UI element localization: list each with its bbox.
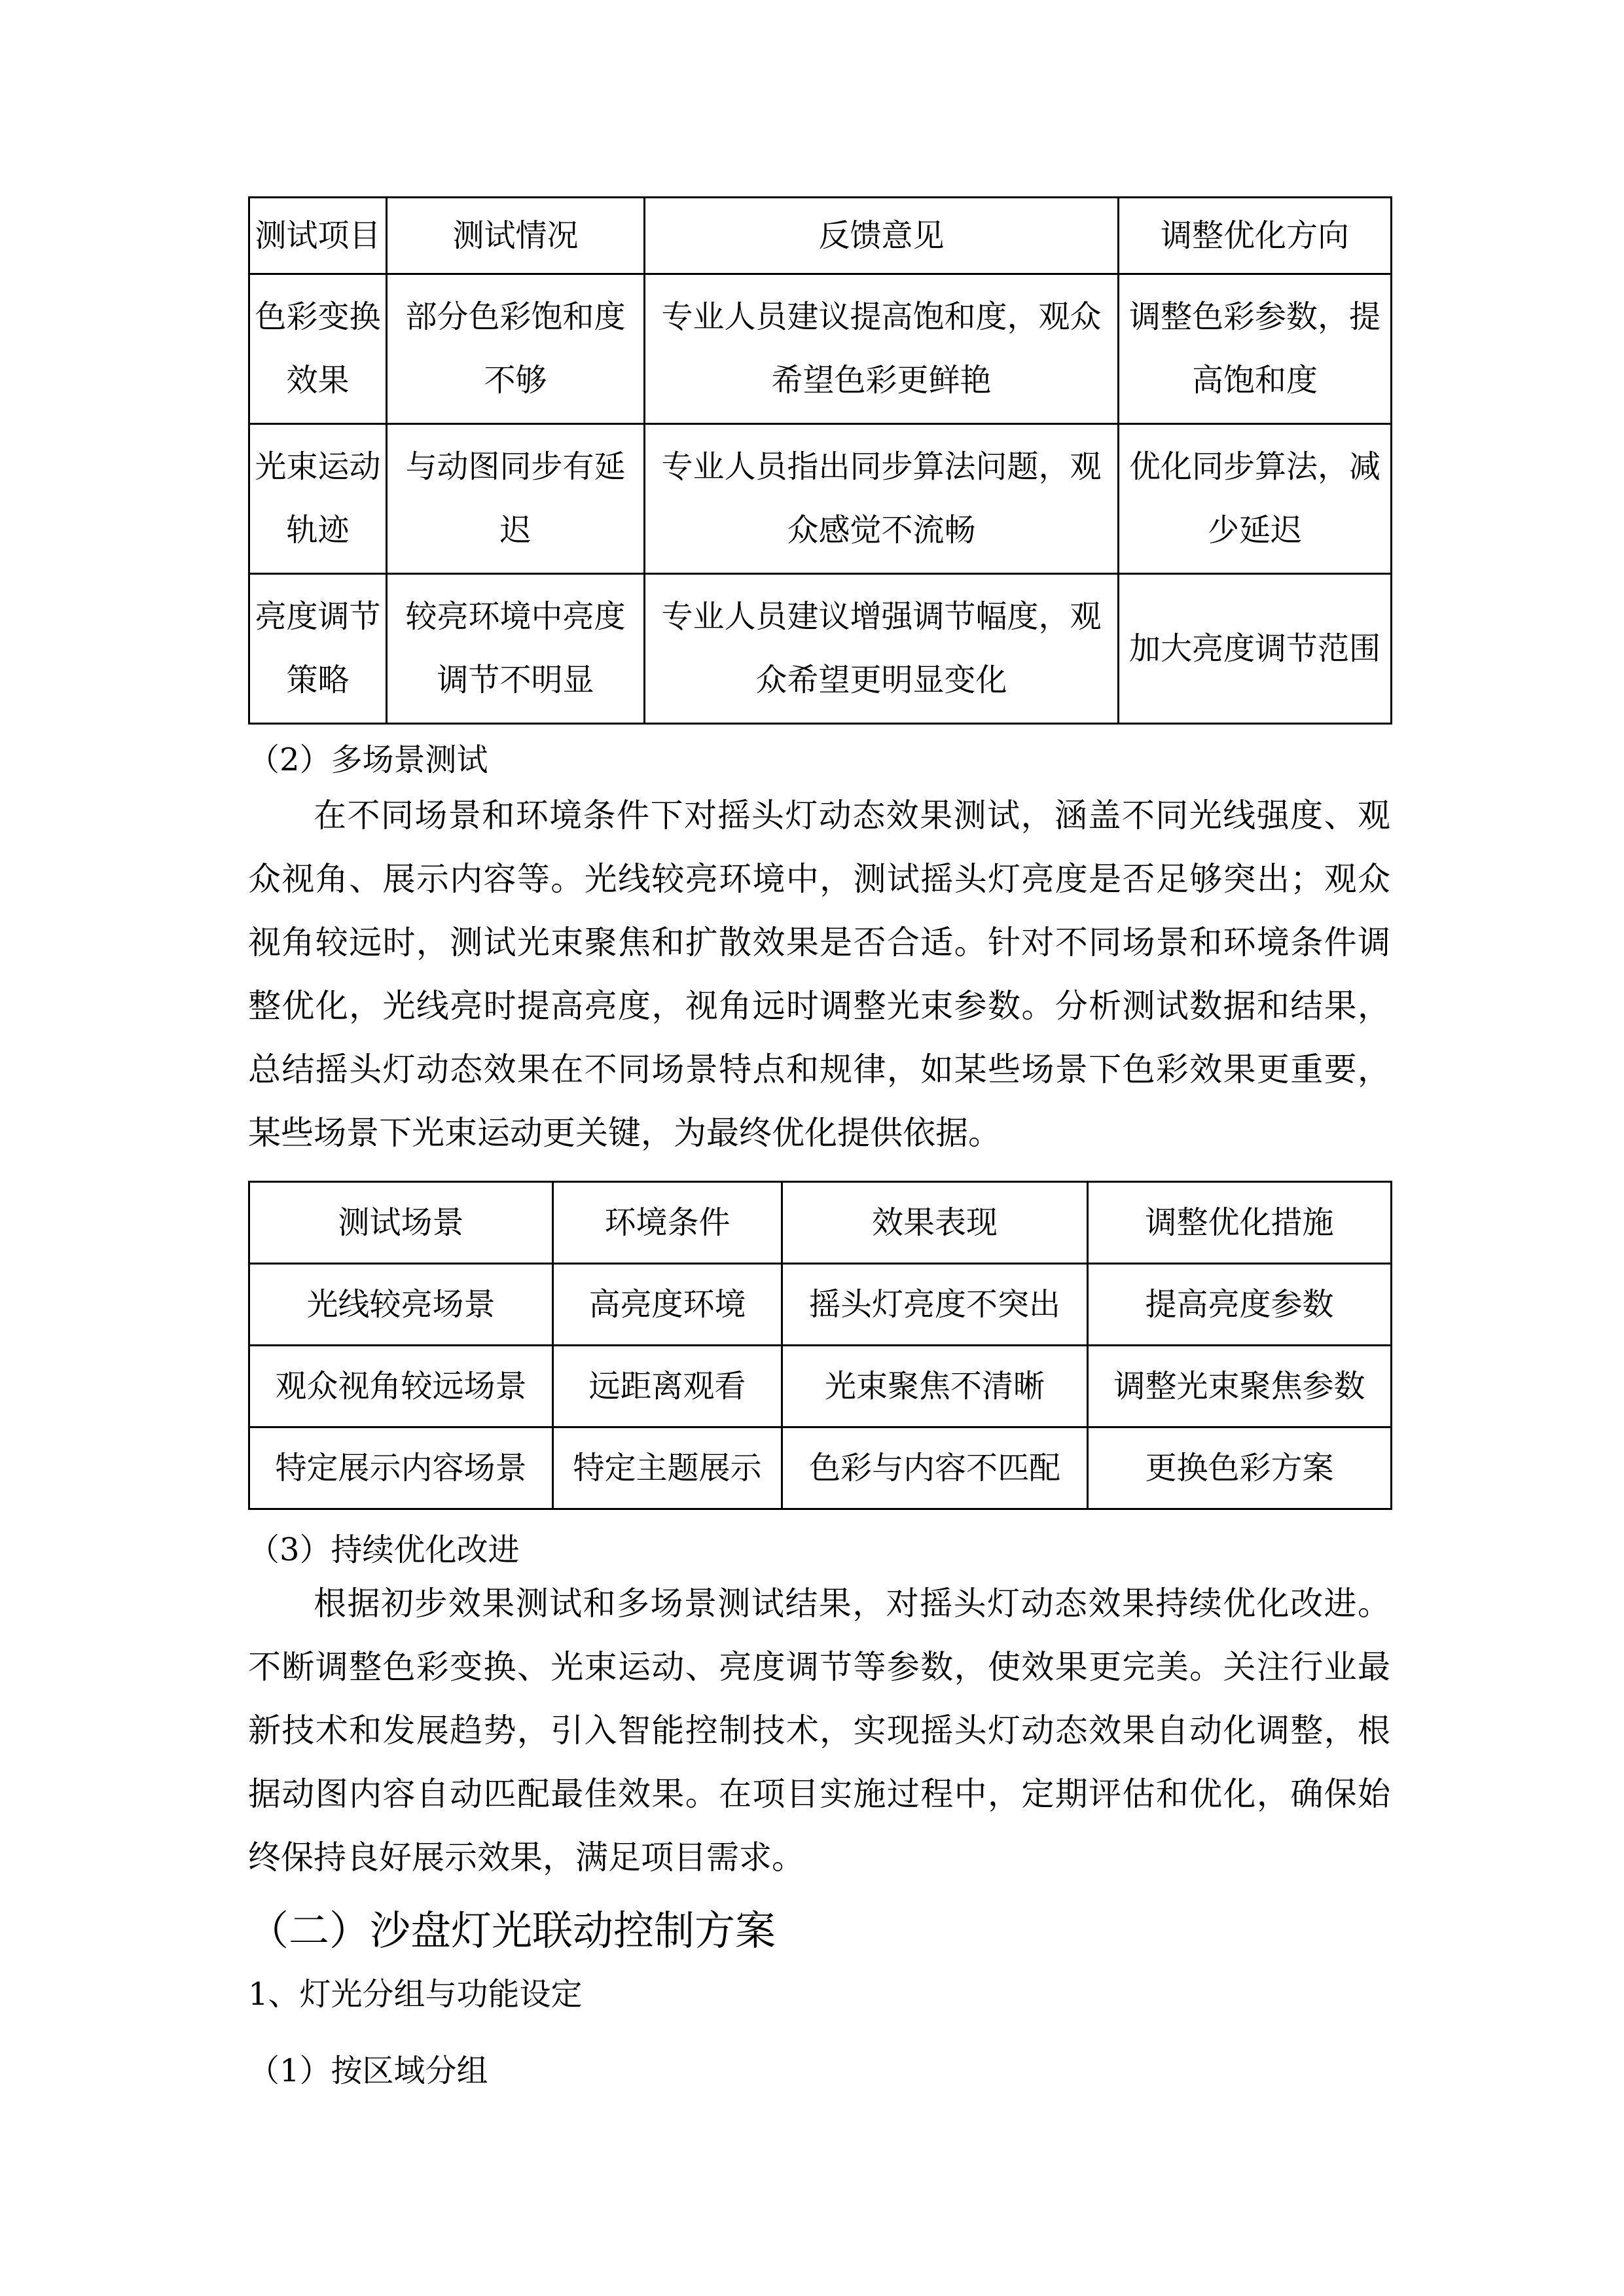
header-cell: 测试项目 xyxy=(249,198,387,274)
table-cell: 更换色彩方案 xyxy=(1088,1427,1392,1509)
table-cell: 加大亮度调节范围 xyxy=(1119,574,1392,724)
table-cell: 与动图同步有延 迟 xyxy=(387,424,645,574)
chapter-title: （二）沙盘灯光联动控制方案 xyxy=(248,1907,776,1954)
table-cell: 较亮环境中亮度 调节不明显 xyxy=(387,574,645,724)
table-cell: 调整色彩参数，提 高饱和度 xyxy=(1119,274,1392,424)
table-cell: 特定主题展示 xyxy=(553,1427,782,1509)
table-row xyxy=(249,574,1392,724)
header-cell: 调整优化措施 xyxy=(1088,1182,1392,1264)
table-cell: 专业人员指出同步算法问题，观 众感觉不流畅 xyxy=(645,424,1119,574)
body-paragraph: 在不同场景和环境条件下对摇头灯动态效果测试，涵盖不同光线强度、观众视角、展示内容等。光线较亮环境中，测试摇头灯亮度是否足够突出；观众视角较远时，测试光束聚焦和扩散效果是否合适。针对不同场景和环境条件调整优化，光线亮时提高亮度，视角远时调整光束参数。分析测试数据和结果，总结摇头灯动态效果在不同场景特点和规律，如某些场景下色彩效果更重要，某些场景下光束运动更关键，为最终优化提供依据。 xyxy=(248,797,1390,1152)
subsection-title: 1、灯光分组与功能设定 xyxy=(248,1976,583,2013)
table-row xyxy=(249,424,1392,574)
table-row xyxy=(249,1264,1392,1346)
table-row xyxy=(249,1427,1392,1509)
table-cell: 优化同步算法，减 少延迟 xyxy=(1119,424,1392,574)
test-feedback-table xyxy=(248,196,1392,725)
section-title: （2）多场景测试 xyxy=(248,742,488,778)
table-cell: 提高亮度参数 xyxy=(1088,1264,1392,1346)
subsubsection-title: （1）按区域分组 xyxy=(248,2053,488,2089)
table-cell: 专业人员建议提高饱和度，观众 希望色彩更鲜艳 xyxy=(645,274,1119,424)
header-cell: 测试情况 xyxy=(387,198,645,274)
header-cell: 调整优化方向 xyxy=(1119,198,1392,274)
table-cell: 亮度调节 策略 xyxy=(249,574,387,724)
table-header-row xyxy=(249,1182,1392,1264)
section-title: （3）持续优化改进 xyxy=(248,1532,520,1568)
table-cell: 高亮度环境 xyxy=(553,1264,782,1346)
table-cell: 光束聚焦不清晰 xyxy=(782,1346,1088,1427)
table-cell: 光线较亮场景 xyxy=(249,1264,553,1346)
header-cell: 环境条件 xyxy=(553,1182,782,1264)
table-cell: 观众视角较远场景 xyxy=(249,1346,553,1427)
body-paragraph: 根据初步效果测试和多场景测试结果，对摇头灯动态效果持续优化改进。不断调整色彩变换、光束运动、亮度调节等参数，使效果更完美。关注行业最新技术和发展趋势，引入智能控制技术，实现摇头灯动态效果自动化调整，根据动图内容自动匹配最佳效果。在项目实施过程中，定期评估和优化，确保始终保持良好展示效果，满足项目需求。 xyxy=(248,1585,1390,1876)
table-cell: 色彩变换 效果 xyxy=(249,274,387,424)
table-cell: 特定展示内容场景 xyxy=(249,1427,553,1509)
table-cell: 远距离观看 xyxy=(553,1346,782,1427)
table-row xyxy=(249,274,1392,424)
header-cell: 测试场景 xyxy=(249,1182,553,1264)
header-cell: 反馈意见 xyxy=(645,198,1119,274)
table-cell: 色彩与内容不匹配 xyxy=(782,1427,1088,1509)
table-cell: 调整光束聚焦参数 xyxy=(1088,1346,1392,1427)
table-row xyxy=(249,1346,1392,1427)
scenario-test-table xyxy=(248,1181,1392,1510)
table-header-row xyxy=(249,198,1392,274)
header-cell: 效果表现 xyxy=(782,1182,1088,1264)
table-cell: 部分色彩饱和度 不够 xyxy=(387,274,645,424)
table-cell: 专业人员建议增强调节幅度，观 众希望更明显变化 xyxy=(645,574,1119,724)
table-cell: 摇头灯亮度不突出 xyxy=(782,1264,1088,1346)
table-cell: 光束运动 轨迹 xyxy=(249,424,387,574)
